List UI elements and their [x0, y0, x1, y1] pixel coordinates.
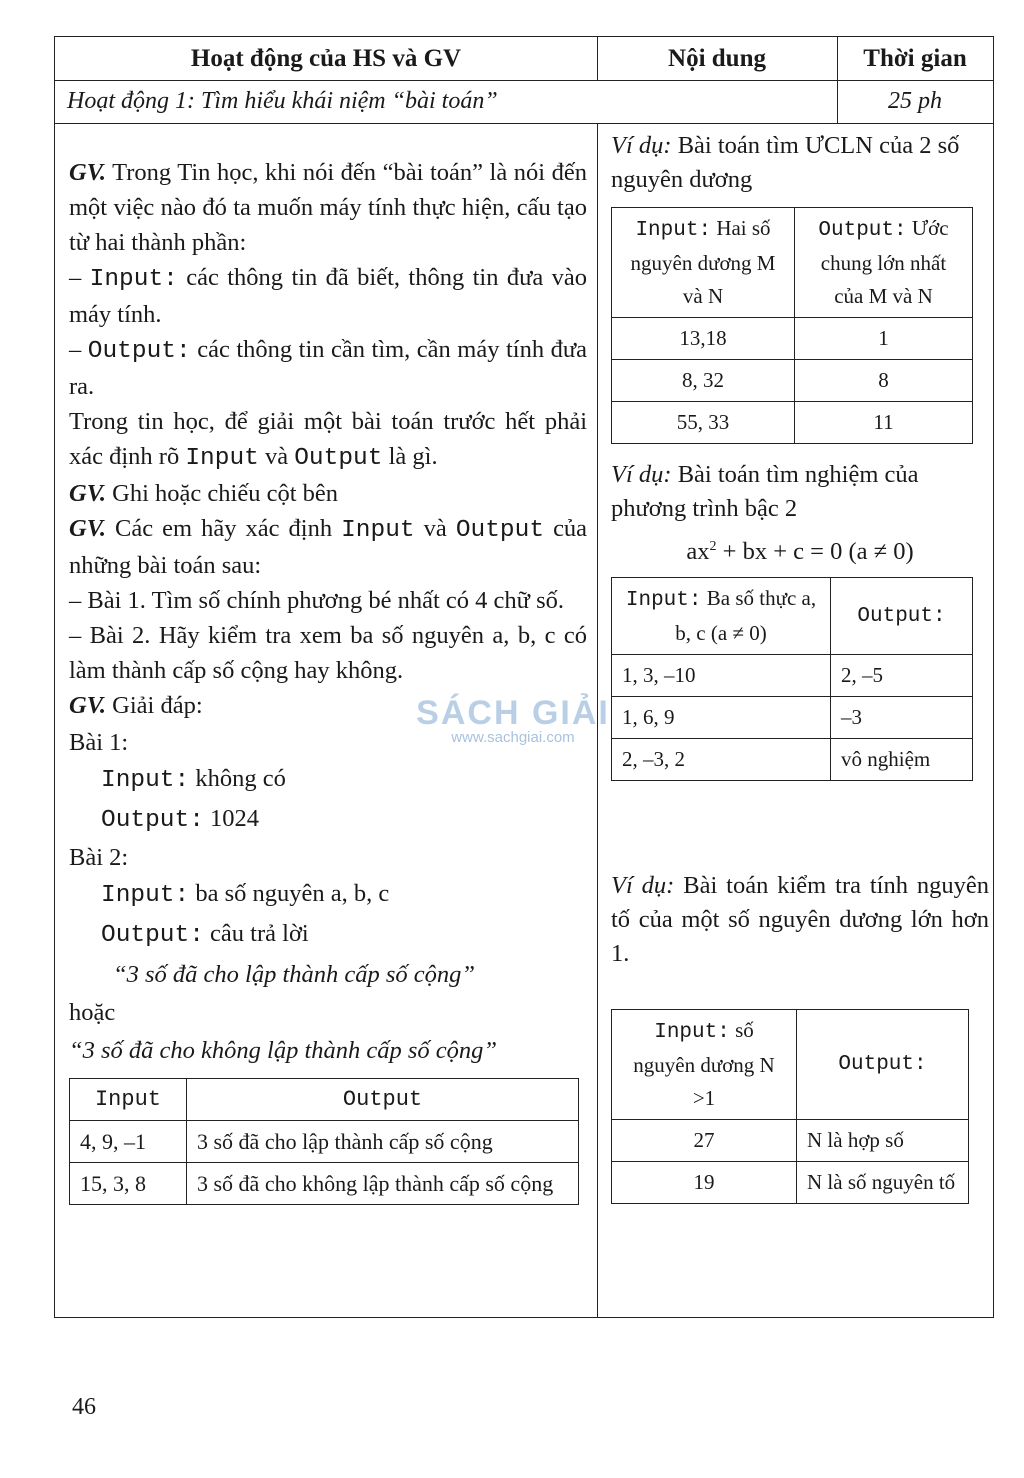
table-cell: 1, 3, –10: [612, 655, 831, 697]
gv-show: [69, 476, 587, 511]
solve-text-end: là gì.: [388, 443, 438, 470]
answer-2-output: [69, 915, 587, 955]
output-keyword: Output:: [818, 219, 907, 242]
prime-input-desc: số nguyên dương N >1: [633, 1018, 775, 1111]
example-gcd-text: Bài toán tìm ƯCLN của 2 số nguyên dương: [611, 132, 960, 193]
table-cell: N là số nguyên tố: [797, 1162, 969, 1204]
column-header: Output: [187, 1079, 579, 1121]
exercise-2: – Bài 2. Hãy kiểm tra xem ba số nguyên a, b, c có làm thành cấp số cộng hay không.: [69, 622, 587, 684]
gcd-input-desc: Hai số nguyên dương M và N: [630, 216, 776, 308]
table-cell: 1: [795, 318, 973, 360]
quadratic-equation: [611, 530, 989, 569]
equation-part: + bx + c = 0 (a ≠ 0): [716, 538, 914, 566]
example-label: Ví dụ:: [611, 461, 672, 488]
input-keyword: Input:: [635, 219, 712, 242]
activity-divider: [55, 123, 993, 124]
input-keyword: Input: [185, 445, 259, 472]
example-gcd: [611, 129, 989, 197]
gv-intro: [69, 155, 587, 260]
table-cell: 8, 32: [612, 360, 795, 402]
dash: –: [69, 336, 82, 363]
activity-title: Hoạt động 1: Tìm hiểu khái niệm “bài toán”: [67, 88, 498, 114]
gv-label: GV.: [69, 515, 107, 542]
input-keyword: Input:: [89, 266, 178, 293]
gv-label: GV.: [69, 692, 107, 719]
table-cell: 2, –3, 2: [612, 739, 831, 781]
table-cell: 2, –5: [831, 655, 973, 697]
table-cell: [612, 1010, 797, 1120]
output-definition: [69, 332, 587, 404]
table-row: [70, 1163, 579, 1205]
content-column: [611, 129, 989, 1204]
example-prime-text: Bài toán kiểm tra tính nguyên tố của một số nguyên dương lớn hơn 1.: [611, 872, 990, 968]
header-content: Nội dung: [668, 44, 766, 72]
equation-exponent: 2: [709, 539, 717, 554]
output-keyword: Output:: [101, 807, 204, 834]
table-cell: 19: [612, 1162, 797, 1204]
gv-ask-text-end: của những bài toán sau:: [69, 515, 588, 579]
example-label: Ví dụ:: [611, 872, 675, 900]
table-header-row: [612, 1010, 969, 1120]
gv-label: GV.: [69, 159, 107, 186]
table-header-row: [70, 1079, 579, 1121]
teacher-student-column: [69, 155, 587, 1205]
table-row: [70, 1121, 579, 1163]
output-keyword: Output:: [101, 922, 204, 949]
output-keyword: Output: [294, 445, 383, 472]
output-definition-text: các thông tin cần tìm, cần máy tính đưa ra.: [69, 336, 588, 400]
table-cell: –3: [831, 697, 973, 739]
answer-2-title: Bài 2:: [69, 844, 129, 871]
gcd-table: [611, 207, 973, 444]
header-time: Thời gian: [863, 44, 967, 72]
table-cell: 13,18: [612, 318, 795, 360]
input-keyword: Input:: [625, 589, 702, 613]
input-keyword: Input: [341, 517, 415, 544]
solve-paragraph: [69, 404, 587, 476]
conjunction: và: [264, 443, 289, 470]
output-keyword: Output:: [87, 338, 191, 365]
example-quadratic-text: Bài toán tìm nghiệm của phương trình bậc 2: [611, 461, 919, 522]
conjunction: và: [423, 515, 447, 542]
output-keyword: Output: [455, 517, 545, 544]
page-number: 46: [72, 1394, 96, 1420]
dash: –: [69, 264, 82, 291]
table-row: [612, 739, 973, 781]
output-keyword: Output:: [797, 1010, 969, 1120]
quadratic-input-desc: Ba số thực a, b, c (a ≠ 0): [675, 586, 817, 646]
column-header: Input: [70, 1079, 187, 1121]
prime-table: [611, 1009, 969, 1204]
answer-1-output-value: 1024: [210, 805, 260, 832]
example-label: Ví dụ:: [611, 132, 672, 159]
quote-yes: “3 số đã cho lập thành cấp số cộng”: [113, 961, 476, 988]
answer-2-output-value: câu trả lời: [210, 920, 309, 947]
table-cell: 27: [612, 1120, 797, 1162]
table-cell: [612, 578, 831, 655]
input-keyword: Input:: [101, 767, 190, 794]
table-cell: [612, 208, 795, 318]
quote-no: “3 số đã cho không lập thành cấp số cộng”: [69, 1037, 498, 1064]
input-definition: [69, 260, 587, 332]
gv-intro-text: Trong Tin học, khi nói đến “bài toán” là nói đến một việc nào đó ta muốn máy tính thực hiện, cấu tạo từ hai thành phần:: [69, 159, 587, 256]
table-row: [612, 1162, 969, 1204]
table-cell: 4, 9, –1: [70, 1121, 187, 1163]
gv-answer-text: Giải đáp:: [112, 692, 203, 719]
table-cell: 55, 33: [612, 402, 795, 444]
example-quadratic: [611, 458, 989, 526]
watermark-brand: SÁCH GIẢI: [416, 694, 610, 732]
table-cell: 8: [795, 360, 973, 402]
table-row: [612, 1120, 969, 1162]
answer-2-input: [69, 875, 587, 915]
or-word: hoặc: [69, 999, 116, 1026]
answer-1-output: [69, 800, 587, 840]
table-cell: N là hợp số: [797, 1120, 969, 1162]
gv-label: GV.: [69, 480, 107, 507]
table-header-row: [612, 578, 973, 655]
equation-part: ax: [686, 538, 710, 566]
table-cell: 1, 6, 9: [612, 697, 831, 739]
table-cell: vô nghiệm: [831, 739, 973, 781]
gv-ask: [69, 511, 587, 583]
table-row: [612, 655, 973, 697]
activity-time: 25 ph: [888, 88, 942, 114]
quadratic-table: [611, 577, 973, 781]
watermark: [408, 694, 618, 746]
table-row: [612, 360, 973, 402]
watermark-url: www.sachgiai.com: [451, 729, 575, 746]
gv-ask-text: Các em hãy xác định: [115, 515, 333, 542]
exercise-1: – Bài 1. Tìm số chính phương bé nhất có 4 chữ số.: [69, 587, 564, 614]
table-row: [612, 402, 973, 444]
lesson-table: [54, 36, 994, 1318]
gcd-output-desc: Ước chung lớn nhất của M và N: [820, 216, 949, 308]
table-cell: 11: [795, 402, 973, 444]
input-keyword: Input:: [101, 882, 190, 909]
table-cell: 3 số đã cho lập thành cấp số cộng: [187, 1121, 579, 1163]
answer-1-input: [69, 760, 587, 800]
header-activities: Hoạt động của HS và GV: [190, 44, 462, 72]
table-cell: 15, 3, 8: [70, 1163, 187, 1205]
table-row: [612, 318, 973, 360]
table-cell: 3 số đã cho không lập thành cấp số cộng: [187, 1163, 579, 1205]
table-row: [612, 697, 973, 739]
input-keyword: Input:: [654, 1021, 730, 1045]
input-definition-text: các thông tin đã biết, thông tin đưa vào máy tính.: [69, 264, 588, 328]
output-keyword: Output:: [831, 578, 973, 655]
answer-1-title: Bài 1:: [69, 729, 129, 756]
table-header-row: [612, 208, 973, 318]
answer-1-input-value: không có: [195, 765, 286, 792]
solve-text: Trong tin học, để giải một bài toán trước hết phải xác định rõ: [69, 408, 587, 470]
gv-show-text: Ghi hoặc chiếu cột bên: [112, 480, 338, 507]
table-cell: [795, 208, 973, 318]
answer-2-input-value: ba số nguyên a, b, c: [195, 880, 390, 907]
example-prime: [611, 869, 989, 971]
progression-table: [69, 1078, 579, 1205]
